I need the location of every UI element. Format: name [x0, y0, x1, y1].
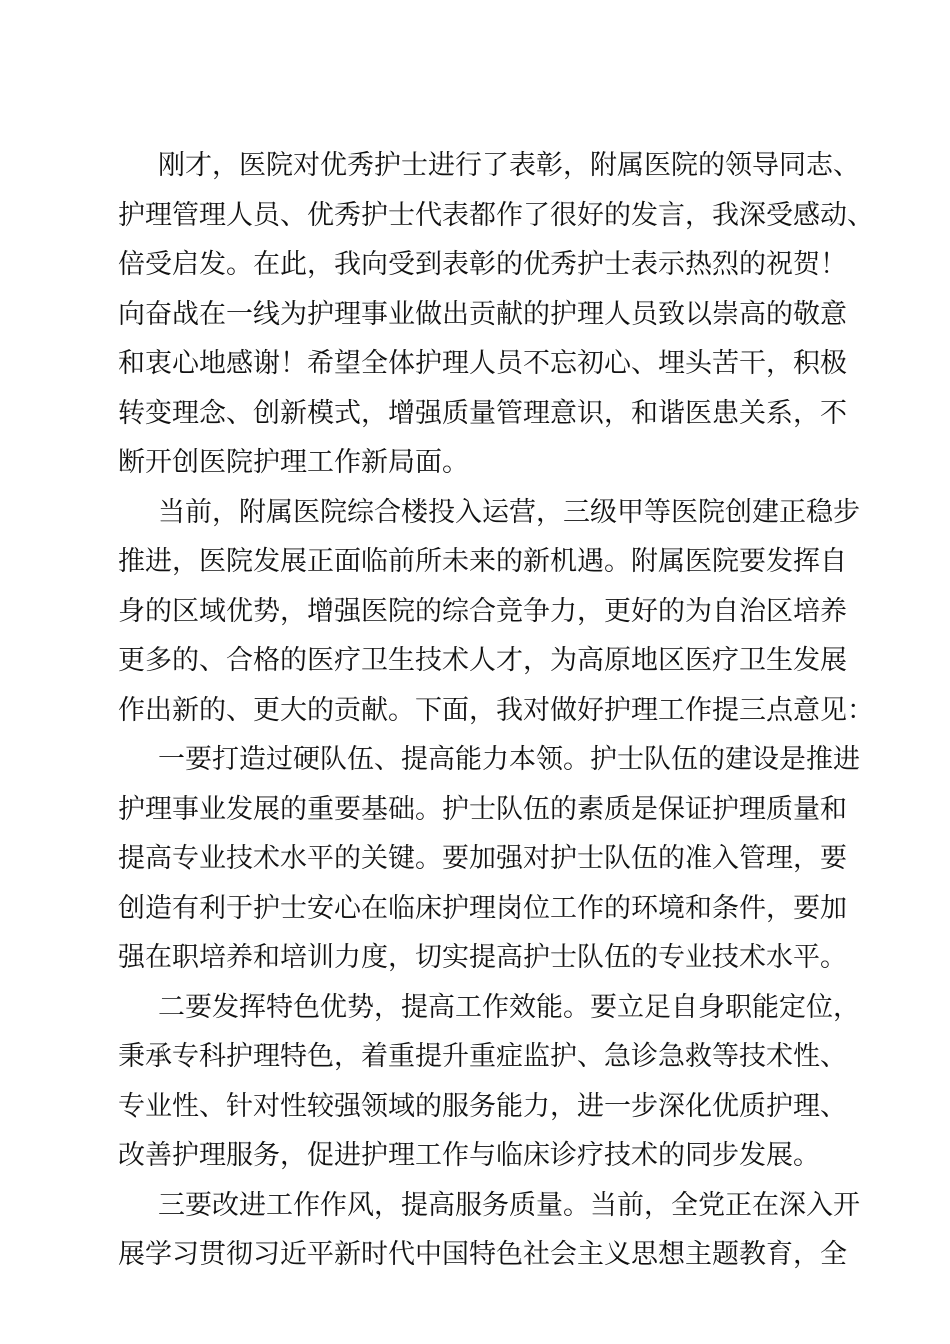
text-line: 秉承专科护理特色，着重提升重症监护、急诊急救等技术性、 — [118, 1041, 847, 1072]
document-body — [118, 141, 874, 1280]
text-line: 当前，附属医院综合楼投入运营，三级甲等医院创建正稳步 — [158, 496, 860, 528]
text-line: 一要打造过硬队伍、提高能力本领。护士队伍的建设是推进 — [158, 744, 860, 775]
text-line: 作出新的、更大的贡献。下面，我对做好护理工作提三点意见： — [118, 694, 874, 726]
paragraph-2 — [118, 488, 874, 736]
text-line: 倍受启发。在此，我向受到表彰的优秀护士表示热烈的祝贺！ — [118, 249, 847, 280]
text-line: 更多的、合格的医疗卫生技术人才，为高原地区医疗卫生发展 — [118, 645, 847, 676]
text-line: 刚才，医院对优秀护士进行了表彰，附属医院的领导同志、 — [158, 150, 860, 181]
text-line: 向奋战在一线为护理事业做出贡献的护理人员致以崇高的敬意 — [118, 298, 847, 330]
text-line: 护理管理人员、优秀护士代表都作了很好的发言，我深受感动、 — [118, 199, 874, 231]
text-line: 转变理念、创新模式，增强质量管理意识，和谐医患关系，不 — [118, 397, 847, 429]
text-line: 专业性、针对性较强领域的服务能力，进一步深化优质护理、 — [118, 1090, 847, 1122]
text-line: 推进，医院发展正面临前所未来的新机遇。附属医院要发挥自 — [118, 546, 847, 577]
text-line: 强在职培养和培训力度，切实提高护士队伍的专业技术水平。 — [118, 942, 847, 973]
text-line: 改善护理服务，促进护理工作与临床诊疗技术的同步发展。 — [118, 1140, 820, 1171]
paragraph-5 — [118, 1181, 860, 1280]
text-line: 断开创医院护理工作新局面。 — [118, 447, 469, 478]
text-line: 提高专业技术水平的关键。要加强对护士队伍的准入管理，要 — [118, 843, 847, 874]
text-line: 三要改进工作作风，提高服务质量。当前，全党正在深入开 — [158, 1189, 860, 1221]
text-line: 和衷心地感谢！希望全体护理人员不忘初心、埋头苦干，积极 — [118, 348, 847, 379]
paragraph-1 — [118, 141, 874, 488]
paragraph-4 — [118, 983, 860, 1181]
paragraph-3 — [118, 735, 860, 983]
text-line: 身的区域优势，增强医院的综合竞争力，更好的为自治区培养 — [118, 595, 847, 627]
text-line: 二要发挥特色优势，提高工作效能。要立足自身职能定位， — [158, 991, 860, 1023]
text-line: 护理事业发展的重要基础。护士队伍的素质是保证护理质量和 — [118, 793, 847, 825]
text-line: 创造有利于护士安心在临床护理岗位工作的环境和条件，要加 — [118, 892, 847, 924]
text-line: 展学习贯彻习近平新时代中国特色社会主义思想主题教育，全 — [118, 1239, 847, 1270]
